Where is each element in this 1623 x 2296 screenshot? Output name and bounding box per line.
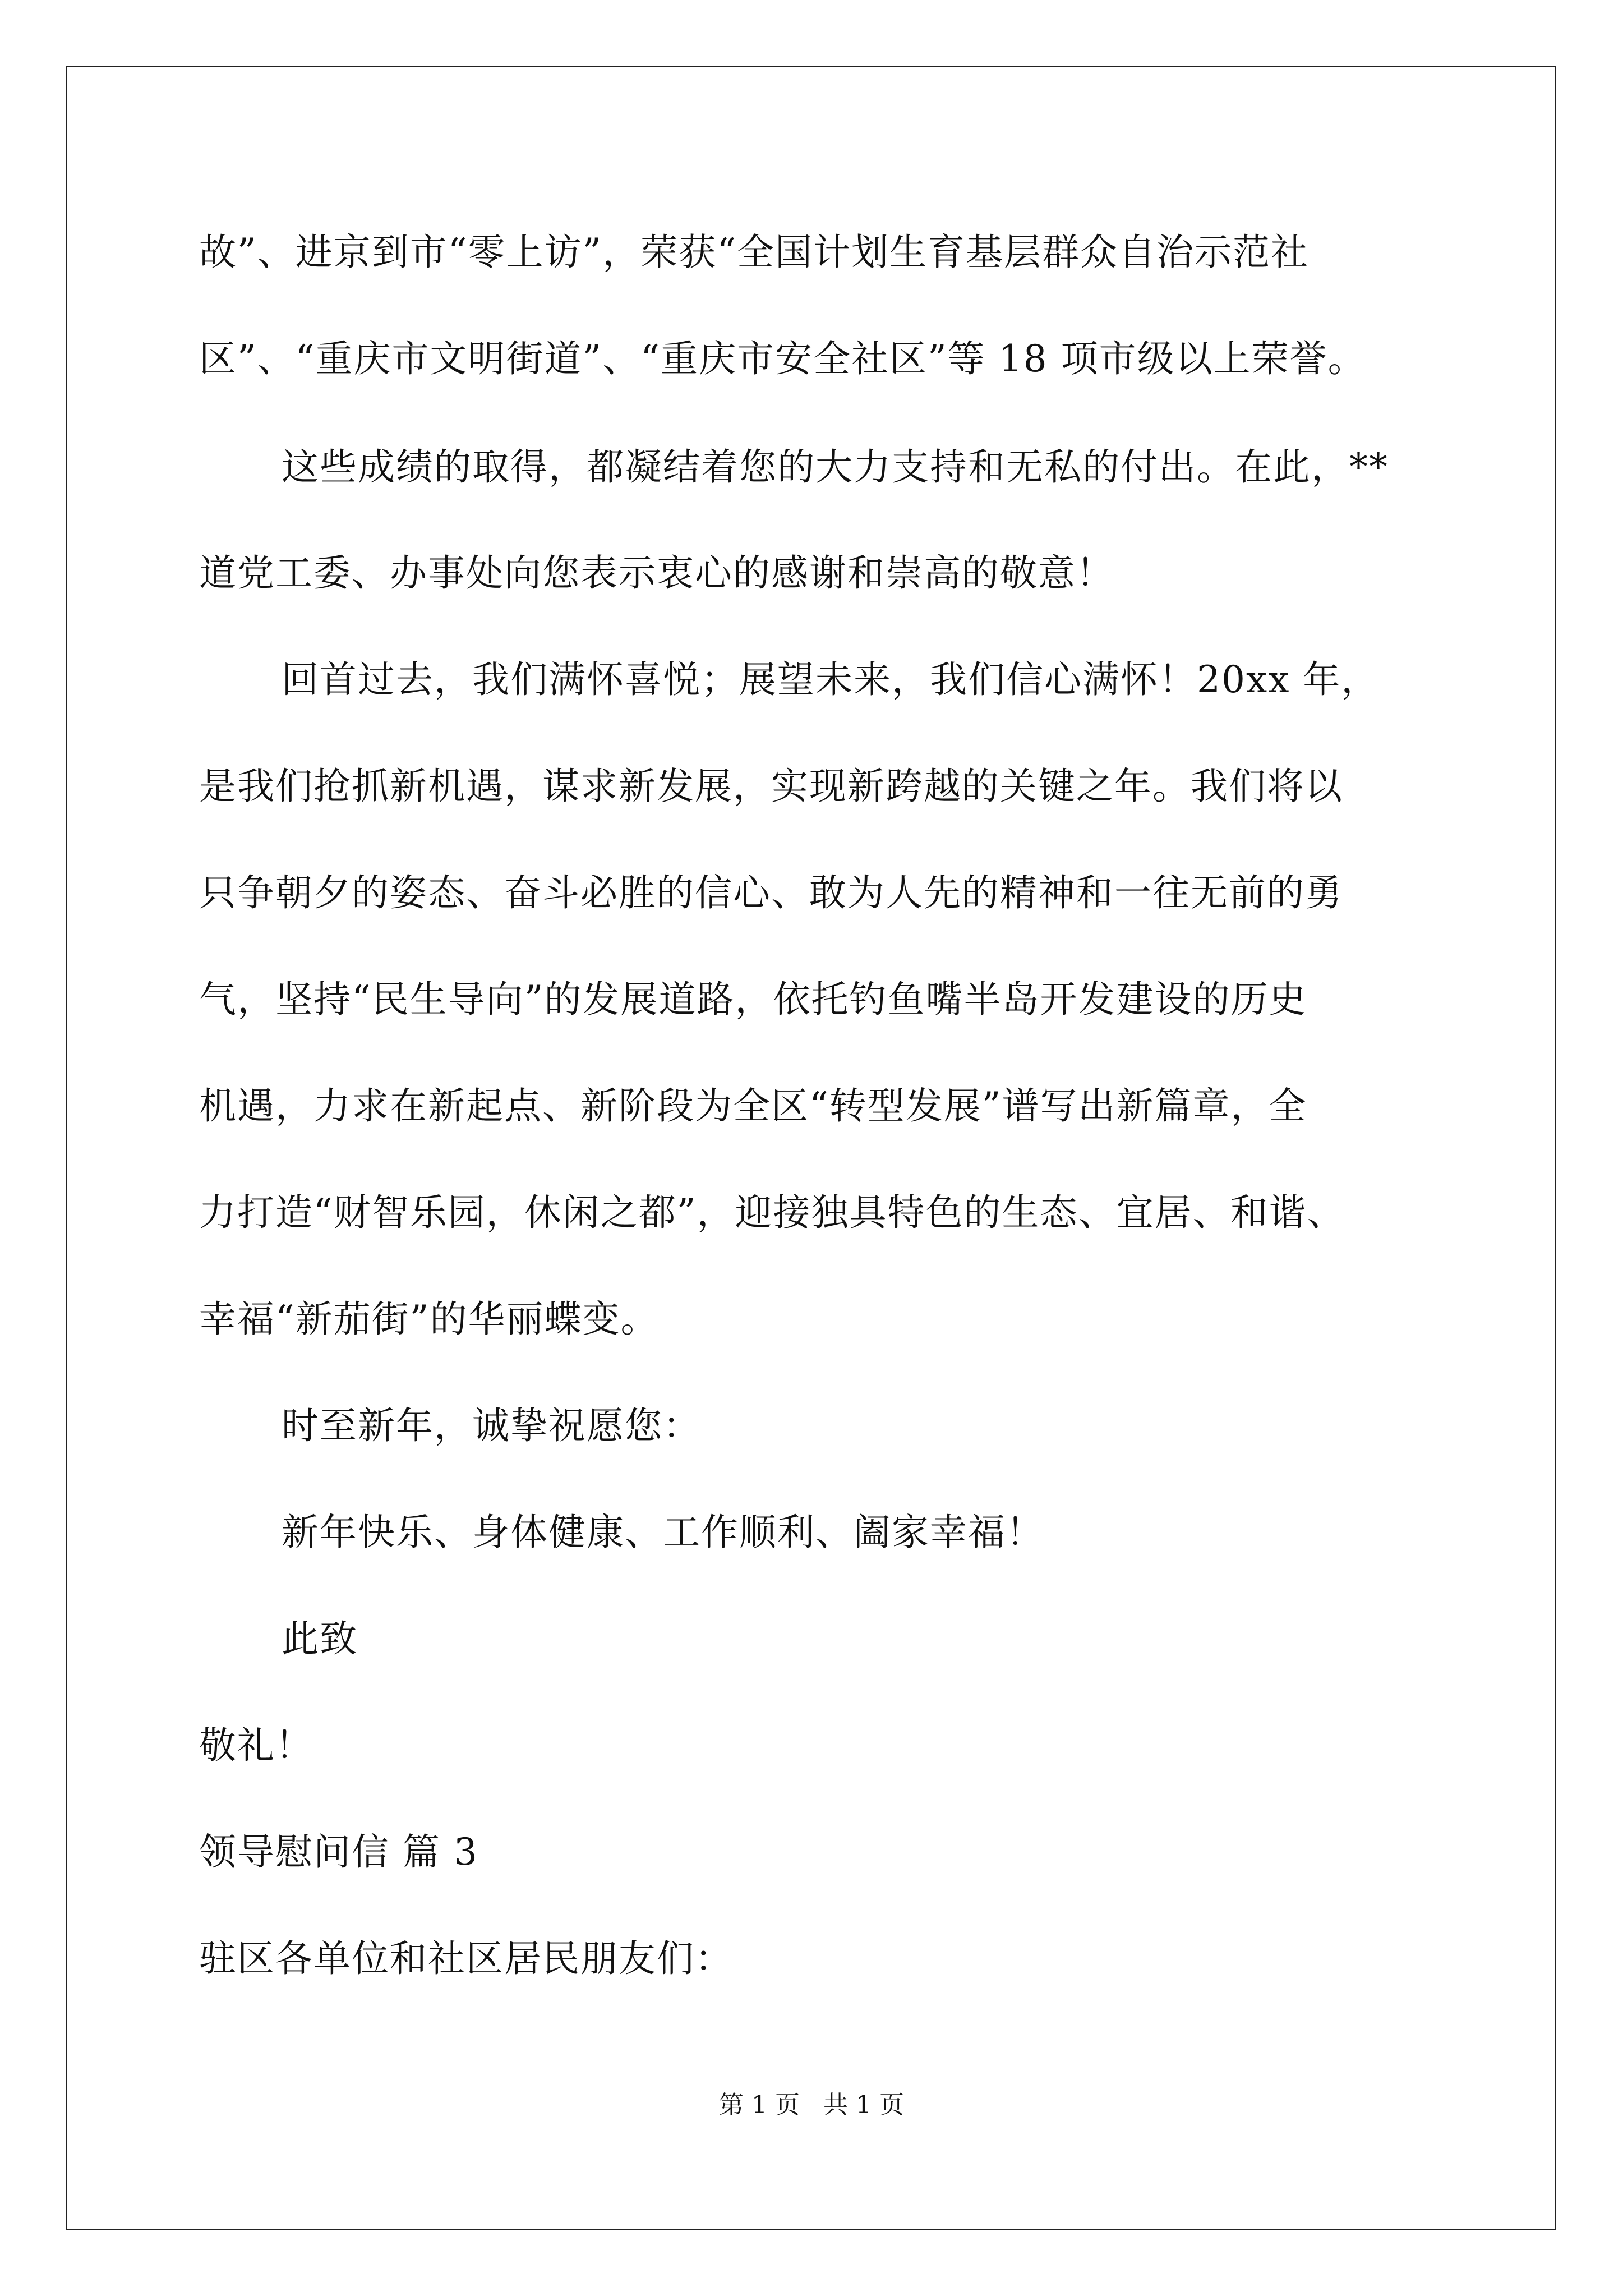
section-heading: 领导慰问信 篇 3 — [199, 1830, 478, 1874]
body-line-1: 故”、进京到市“零上访”，荣获“全国计划生育基层群众自治示范社 — [199, 231, 1309, 274]
address-line: 驻区各单位和社区居民朋友们： — [199, 1937, 733, 1980]
greeting-line: 时至新年，诚挚祝愿您： — [282, 1404, 701, 1447]
body-line-4: 道党工委、办事处向您表示衷心的感谢和崇高的敬意！ — [199, 551, 1114, 595]
body-line-2: 区”、“重庆市文明街道”、“重庆市安全社区”等 18 项市级以上荣誉。 — [199, 337, 1366, 380]
salutation-line: 敬礼！ — [199, 1724, 313, 1767]
closing-line: 此致 — [282, 1617, 358, 1660]
body-line-5: 回首过去，我们满怀喜悦；展望未来，我们信心满怀！20xx 年， — [282, 658, 1380, 701]
body-line-11: 幸福“新茄街”的华丽蝶变。 — [199, 1297, 659, 1341]
body-line-3: 这些成绩的取得，都凝结着您的大力支持和无私的付出。在此，** — [282, 445, 1389, 489]
body-line-6: 是我们抢抓新机遇，谋求新发展，实现新跨越的关键之年。我们将以 — [199, 765, 1343, 808]
body-line-7: 只争朝夕的姿态、奋斗必胜的信心、敢为人先的精神和一往无前的勇 — [199, 871, 1343, 914]
page-footer: 第 1 页 共 1 页 — [719, 2091, 904, 2119]
body-line-10: 力打造“财智乐园，休闲之都”，迎接独具特色的生态、宜居、和谐、 — [199, 1191, 1345, 1234]
body-line-8: 气，坚持“民生导向”的发展道路，依托钓鱼嘴半岛开发建设的历史 — [199, 978, 1307, 1021]
wish-line: 新年快乐、身体健康、工作顺利、阖家幸福！ — [282, 1511, 1044, 1554]
body-line-9: 机遇，力求在新起点、新阶段为全区“转型发展”谱写出新篇章，全 — [199, 1084, 1307, 1128]
page-border — [66, 66, 1556, 2230]
